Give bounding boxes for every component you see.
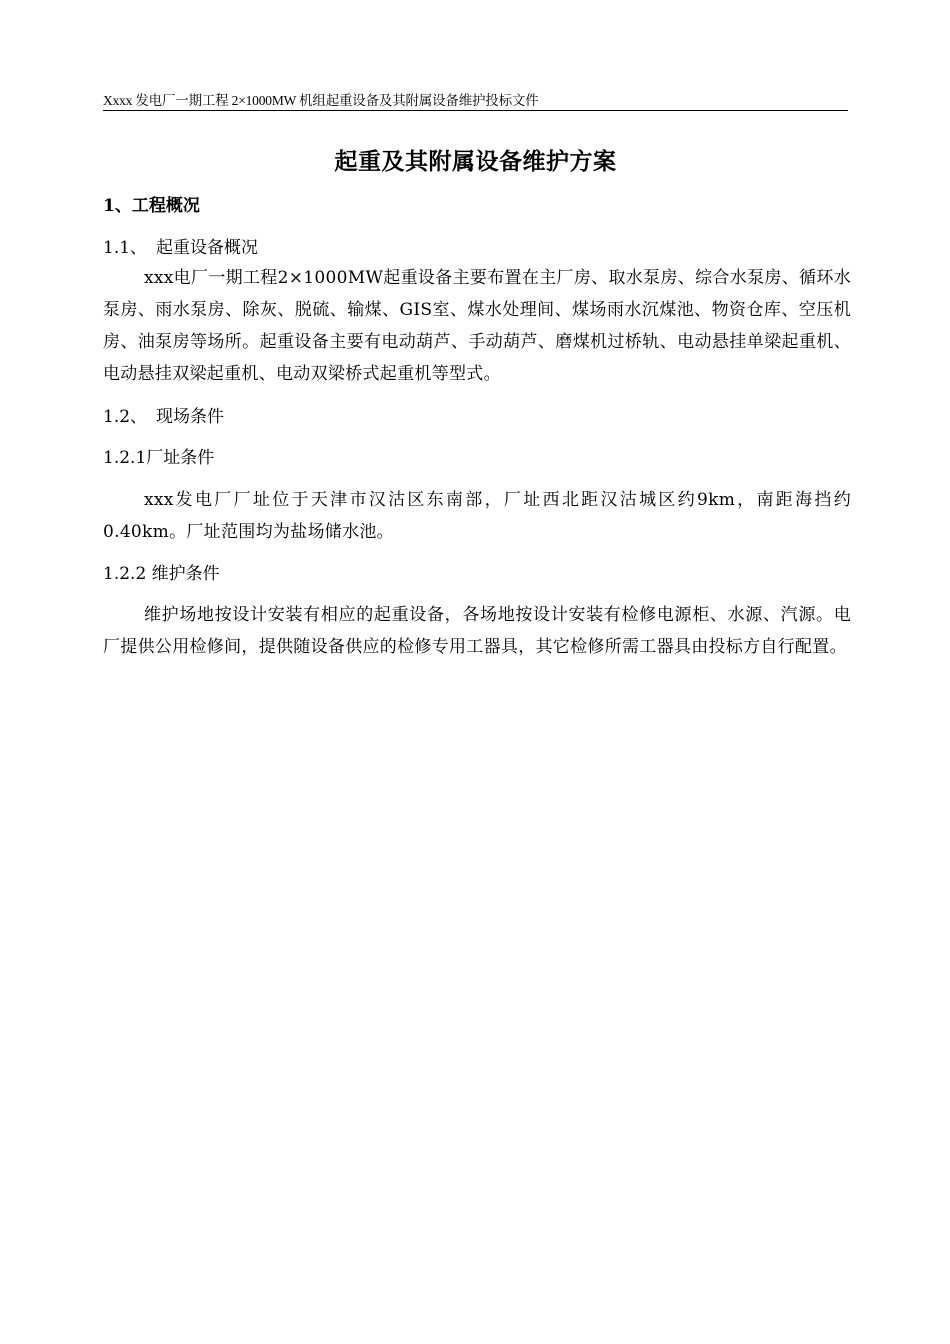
section-1-1-paragraph: xxx电厂一期工程2×1000MW起重设备主要布置在主厂房、取水泵房、综合水泵房、循环水泵房、雨水泵房、除灰、脱硫、输煤、GIS室、煤水处理间、煤场雨水沉煤池、物资仓库、空压机房、油泵房等场所。起重设备主要有电动葫芦、手动葫芦、磨煤机过桥轨、电动悬挂单梁起重机、电动悬挂双梁起重机、电动双梁桥式起重机等型式。 [103, 268, 851, 384]
section-1-2-2-heading: 1.2.2 维护条件 [103, 564, 220, 584]
section-1-1-title: 起重设备概况 [156, 238, 258, 258]
section-1-2-2-paragraph: 维护场地按设计安装有相应的起重设备，各场地按设计安装有检修电源柜、水源、汽源。电厂提供公用检修间，提供随设备供应的检修专用工器具，其它检修所需工器具由投标方自行配置。 [103, 605, 851, 657]
section-1-2-number: 1.2、 [103, 407, 148, 427]
header-divider [103, 110, 848, 111]
section-1-2-title: 现场条件 [156, 407, 224, 427]
section-1-2-1-heading: 1.2.1厂址条件 [103, 448, 215, 468]
section-1-heading: 1、工程概况 [103, 196, 200, 216]
section-1-1-heading [103, 235, 258, 261]
section-1-1-number: 1.1、 [103, 238, 148, 258]
section-1-2-heading [103, 404, 224, 430]
section-1-2-1-paragraph: xxx发电厂厂址位于天津市汉沽区东南部，厂址西北距汉沽城区约9km，南距海挡约0.40km。厂址范围均为盐场储水池。 [103, 490, 851, 542]
page-header: Xxxx 发电厂一期工程 2×1000MW 机组起重设备及其附属设备维护投标文件 [103, 93, 539, 108]
document-title: 起重及其附属设备维护方案 [334, 148, 617, 175]
